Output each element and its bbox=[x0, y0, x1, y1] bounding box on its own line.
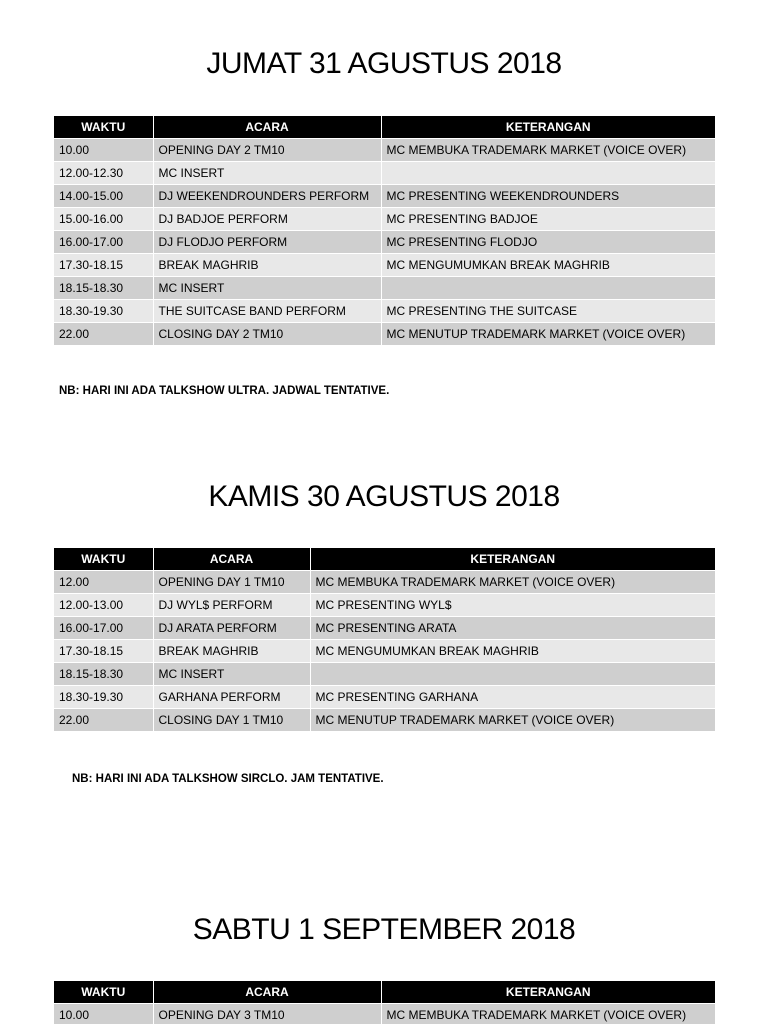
cell-keterangan: MC MEMBUKA TRADEMARK MARKET (VOICE OVER) bbox=[310, 571, 715, 594]
cell-waktu: 16.00-17.00 bbox=[54, 617, 153, 640]
cell-acara: DJ FLODJO PERFORM bbox=[153, 231, 381, 254]
schedule-table bbox=[54, 981, 715, 1024]
cell-acara: CLOSING DAY 1 TM10 bbox=[153, 709, 310, 732]
header-waktu: WAKTU bbox=[54, 981, 153, 1004]
cell-acara: THE SUITCASE BAND PERFORM bbox=[153, 300, 381, 323]
cell-waktu: 18.30-19.30 bbox=[54, 686, 153, 709]
cell-acara: MC INSERT bbox=[153, 663, 310, 686]
table-row bbox=[54, 162, 715, 185]
table-row bbox=[54, 254, 715, 277]
cell-acara: DJ ARATA PERFORM bbox=[153, 617, 310, 640]
cell-acara: OPENING DAY 3 TM10 bbox=[153, 1004, 381, 1024]
cell-keterangan: MC MENGUMUMKAN BREAK MAGHRIB bbox=[310, 640, 715, 663]
table-row bbox=[54, 709, 715, 732]
table-row bbox=[54, 323, 715, 346]
table-row bbox=[54, 663, 715, 686]
table-header-row bbox=[54, 981, 715, 1004]
cell-keterangan bbox=[381, 277, 715, 300]
cell-waktu: 17.30-18.15 bbox=[54, 640, 153, 663]
cell-acara: BREAK MAGHRIB bbox=[153, 640, 310, 663]
cell-keterangan: MC PRESENTING THE SUITCASE bbox=[381, 300, 715, 323]
cell-acara: CLOSING DAY 2 TM10 bbox=[153, 323, 381, 346]
section-note: NB: HARI INI ADA TALKSHOW SIRCLO. JAM TENTATIVE. bbox=[72, 773, 384, 785]
header-acara: ACARA bbox=[153, 981, 381, 1004]
cell-acara: OPENING DAY 2 TM10 bbox=[153, 139, 381, 162]
cell-acara: DJ WYL$ PERFORM bbox=[153, 594, 310, 617]
header-waktu: WAKTU bbox=[54, 548, 153, 571]
cell-keterangan: MC MENUTUP TRADEMARK MARKET (VOICE OVER) bbox=[381, 323, 715, 346]
table-row bbox=[54, 686, 715, 709]
table-row bbox=[54, 300, 715, 323]
schedule-table bbox=[54, 116, 715, 345]
cell-keterangan: MC PRESENTING BADJOE bbox=[381, 208, 715, 231]
cell-waktu: 12.00-12.30 bbox=[54, 162, 153, 185]
header-keterangan: KETERANGAN bbox=[381, 981, 715, 1004]
header-acara: ACARA bbox=[153, 116, 381, 139]
cell-keterangan: MC PRESENTING WEEKENDROUNDERS bbox=[381, 185, 715, 208]
section-title: JUMAT 31 AGUSTUS 2018 bbox=[206, 47, 562, 80]
cell-acara: OPENING DAY 1 TM10 bbox=[153, 571, 310, 594]
cell-keterangan: MC PRESENTING GARHANA bbox=[310, 686, 715, 709]
cell-keterangan: MC MEMBUKA TRADEMARK MARKET (VOICE OVER) bbox=[381, 1004, 715, 1024]
cell-keterangan: MC MENUTUP TRADEMARK MARKET (VOICE OVER) bbox=[310, 709, 715, 732]
section-title: KAMIS 30 AGUSTUS 2018 bbox=[208, 480, 560, 513]
table-body bbox=[54, 1004, 715, 1024]
table-row bbox=[54, 139, 715, 162]
table-row bbox=[54, 1004, 715, 1024]
table-row bbox=[54, 594, 715, 617]
cell-waktu: 15.00-16.00 bbox=[54, 208, 153, 231]
table-body bbox=[54, 139, 715, 346]
cell-waktu: 10.00 bbox=[54, 1004, 153, 1024]
cell-acara: MC INSERT bbox=[153, 162, 381, 185]
cell-keterangan bbox=[381, 162, 715, 185]
cell-keterangan: MC PRESENTING ARATA bbox=[310, 617, 715, 640]
table-row bbox=[54, 277, 715, 300]
header-waktu: WAKTU bbox=[54, 116, 153, 139]
table-header-row bbox=[54, 116, 715, 139]
section-title: SABTU 1 SEPTEMBER 2018 bbox=[192, 913, 576, 946]
table-body bbox=[54, 571, 715, 732]
cell-waktu: 16.00-17.00 bbox=[54, 231, 153, 254]
cell-waktu: 18.15-18.30 bbox=[54, 277, 153, 300]
cell-waktu: 12.00-13.00 bbox=[54, 594, 153, 617]
cell-keterangan: MC PRESENTING WYL$ bbox=[310, 594, 715, 617]
header-acara: ACARA bbox=[153, 548, 310, 571]
cell-keterangan bbox=[310, 663, 715, 686]
section-note: NB: HARI INI ADA TALKSHOW ULTRA. JADWAL TENTATIVE. bbox=[59, 385, 390, 397]
cell-waktu: 22.00 bbox=[54, 323, 153, 346]
cell-waktu: 17.30-18.15 bbox=[54, 254, 153, 277]
cell-waktu: 18.15-18.30 bbox=[54, 663, 153, 686]
cell-waktu: 18.30-19.30 bbox=[54, 300, 153, 323]
header-keterangan: KETERANGAN bbox=[381, 116, 715, 139]
cell-keterangan: MC MENGUMUMKAN BREAK MAGHRIB bbox=[381, 254, 715, 277]
cell-acara: BREAK MAGHRIB bbox=[153, 254, 381, 277]
cell-acara: DJ BADJOE PERFORM bbox=[153, 208, 381, 231]
cell-acara: DJ WEEKENDROUNDERS PERFORM bbox=[153, 185, 381, 208]
cell-waktu: 14.00-15.00 bbox=[54, 185, 153, 208]
table-header-row bbox=[54, 548, 715, 571]
cell-waktu: 12.00 bbox=[54, 571, 153, 594]
header-keterangan: KETERANGAN bbox=[310, 548, 715, 571]
table-row bbox=[54, 617, 715, 640]
table-row bbox=[54, 571, 715, 594]
cell-acara: MC INSERT bbox=[153, 277, 381, 300]
table-row bbox=[54, 231, 715, 254]
table-row bbox=[54, 208, 715, 231]
cell-keterangan: MC MEMBUKA TRADEMARK MARKET (VOICE OVER) bbox=[381, 139, 715, 162]
table-row bbox=[54, 640, 715, 663]
table-row bbox=[54, 185, 715, 208]
cell-keterangan: MC PRESENTING FLODJO bbox=[381, 231, 715, 254]
cell-waktu: 22.00 bbox=[54, 709, 153, 732]
schedule-table bbox=[54, 548, 715, 731]
cell-acara: GARHANA PERFORM bbox=[153, 686, 310, 709]
cell-waktu: 10.00 bbox=[54, 139, 153, 162]
